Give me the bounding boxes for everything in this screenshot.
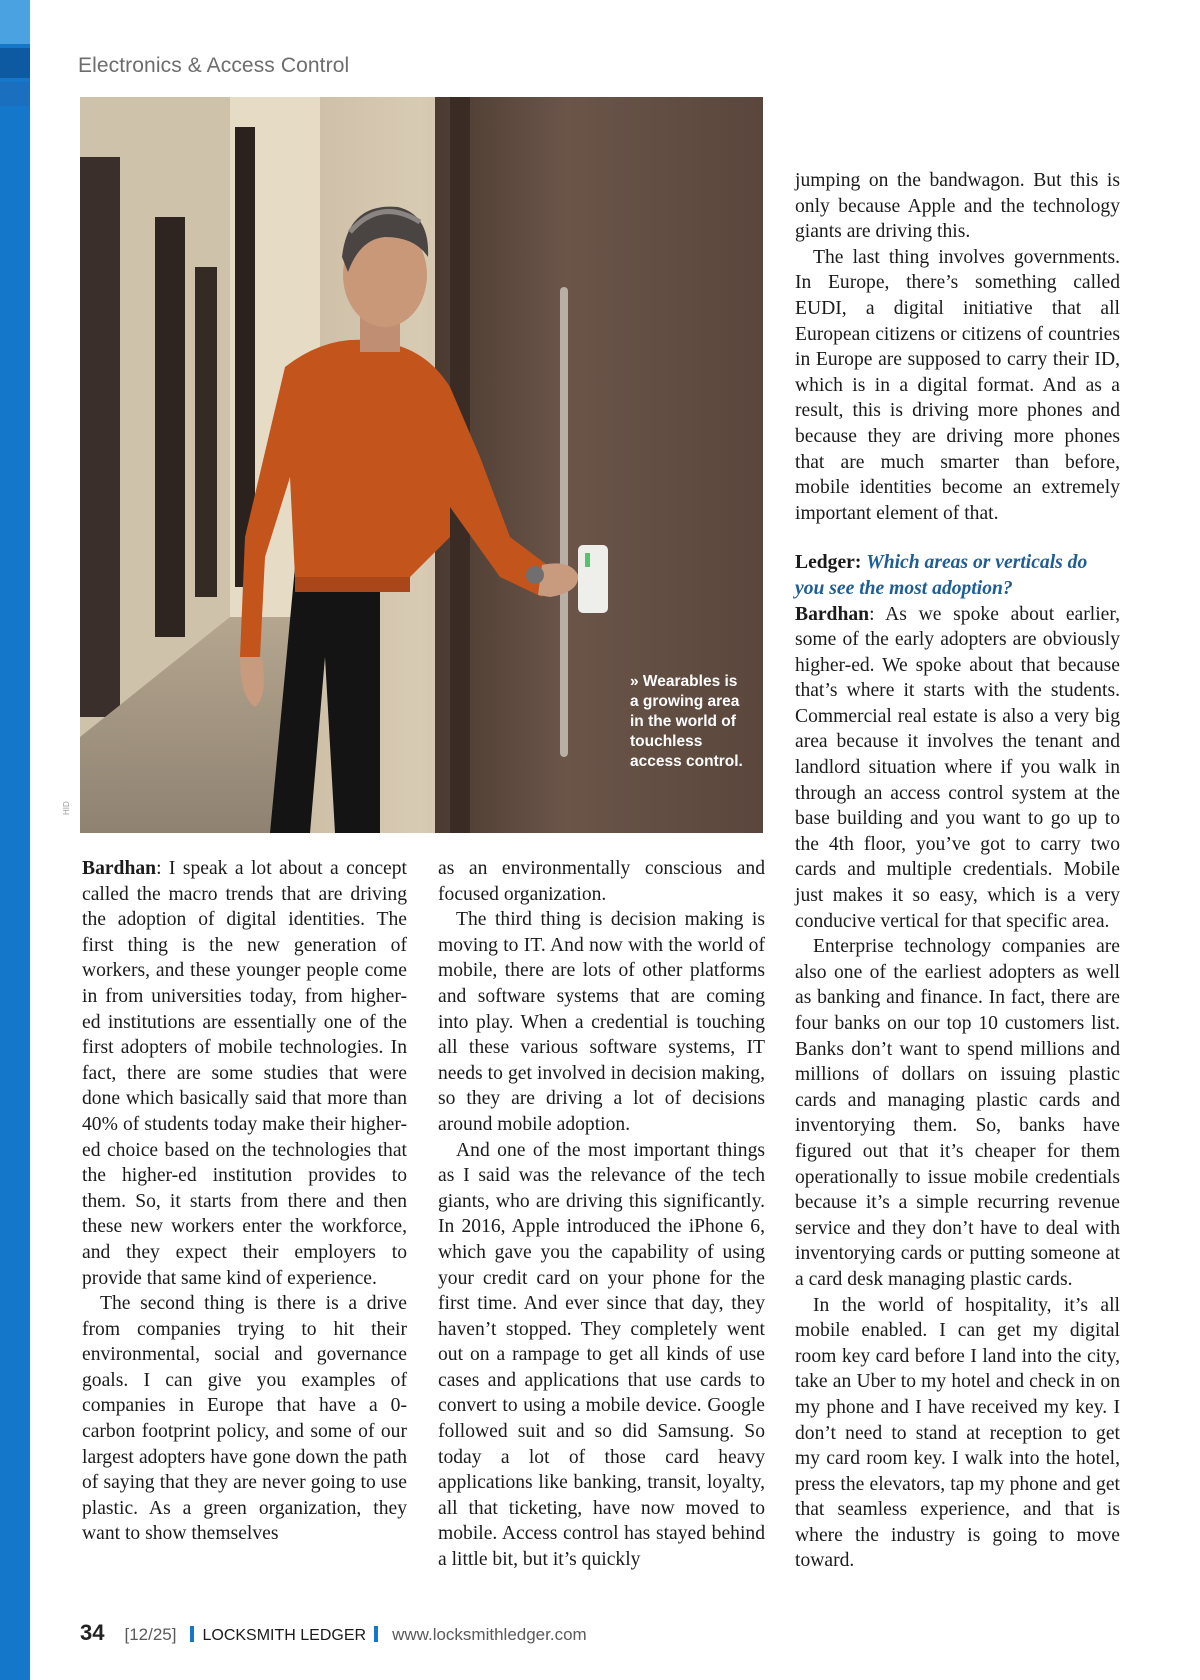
question-text: Which areas or verticals do you see the most adoption? — [795, 552, 1088, 599]
paragraph: In the world of hospitality, it’s all mobile enabled. I can get my digital room key card before I land into the city, take an Uber to my hotel and check in on my phone and I have received my key. I don’t need to stand at reception to get my card room key. I walk into the hotel, press the elevators, tap my phone and get that seamless experience, and that is where the industry is going to move toward. — [795, 1294, 1120, 1572]
text-column-2 — [438, 856, 765, 1573]
paragraph-text: : I speak a lot about a concept called the macro trends that are driving the adoption of digital identities. The first thing is the new generation of workers, and these younger people come in from universities today, from higher-ed institutions are essentially one of the first adopters of mobile technologies. In fact, there are some studies that were done which basically said that more than 40% of students today make their higher-ed choice based on the technologies that the higher-ed institution provides to them. So, it starts from there and then these new workers enter the workforce, and they expect their employers to provide that same kind of experience. — [82, 858, 407, 1289]
publication — [190, 1624, 378, 1645]
text-column-1 — [82, 856, 407, 1547]
divider-bar — [190, 1626, 194, 1642]
page-number: 34 — [80, 1620, 105, 1645]
stripe-tab-dark — [0, 48, 30, 78]
paragraph: as an environmentally conscious and focused organization. — [438, 858, 765, 905]
divider-bar — [374, 1626, 378, 1642]
interview-question: Ledger: Which areas or verticals do you see the most adoption? — [795, 552, 1088, 599]
photo-caption: » Wearables is a growing area in the world of touchless access control. — [630, 673, 743, 770]
issue-date: [12/25] — [124, 1625, 177, 1644]
paragraph: Enterprise technology companies are also one of the earliest adopters as well as banking and finance. In fact, there are four banks on our top 10 customers list. Banks don’t want to spend millions and millions of dollars on issuing plastic cards and managing plastic cards and inventorying them. So, banks have figured out that it’s cheaper for them operationally to issue mobile credentials because it’s a simple recurring revenue service and they don’t have to deal with inventorying cards or putting someone at a card desk managing plastic cards. — [795, 936, 1120, 1290]
speaker-name: Bardhan — [82, 858, 157, 879]
paragraph-text: : As we spoke about earlier, some of the early adopters are obviously higher-ed. We spoke about that because that’s where it starts with the students. Commercial real estate is also a very big area because it involves the tenant and landlord situation where if you walk in through an access control system at the base building and you want to go up to the 4th floor, you’ve got to carry two cards and multiple credentials. Mobile just makes it so easy, which is a very conducive vertical for that specific area. — [795, 603, 1120, 932]
section-label: Electronics & Access Control — [78, 54, 350, 77]
photo-credit: HID — [62, 801, 71, 815]
stripe-tab-light — [0, 0, 30, 44]
left-color-stripe — [0, 0, 30, 1680]
speaker-name: Bardhan — [795, 603, 870, 625]
text-column-3 — [795, 168, 1120, 1574]
website-link[interactable]: www.locksmithledger.com — [392, 1625, 587, 1644]
spacer — [795, 526, 1120, 550]
paragraph: And one of the most important things as I said was the relevance of the tech giants, who are driving this significantly. In 2016, Apple introduced the iPhone 6, which gave you the capability of using your credit card on your phone for the first time. And ever since that day, they haven’t stopped. They completely went out on a rampage to get all kinds of use cases and applications that use cards to convert to using a mobile device. Google followed suit and so did Samsung. So today a lot of those card heavy applications like banking, transit, loyalty, all that ticketing, have now moved to mobile. Access control has stayed behind a little bit, but it’s quickly — [438, 1139, 765, 1571]
paragraph: The third thing is decision making is moving to IT. And now with the world of mobile, there are lots of other platforms and software systems that are coming into play. When a credential is touching all these various software systems, IT needs to get involved in decision making, so they are driving a lot of decisions around mobile adoption. — [438, 909, 765, 1135]
page-footer — [80, 1620, 587, 1646]
paragraph: The second thing is there is a drive from companies trying to hit their environmental, social and governance goals. I can give you examples of companies in Europe that have a 0-carbon footprint policy, and some of our largest adopters have gone down the path of saying that they are never going to use plastic. As a green organization, they want to show themselves — [82, 1293, 407, 1545]
interviewer-name: Ledger — [795, 552, 855, 574]
publication-name: LOCKSMITH LEDGER — [202, 1627, 367, 1644]
paragraph: jumping on the bandwagon. But this is only because Apple and the technology giants are driving this. — [795, 170, 1120, 243]
stripe-tab-mid — [0, 82, 30, 106]
paragraph — [795, 602, 1120, 935]
paragraph: The last thing involves governments. In Europe, there’s something called EUDI, a digital initiative that all European citizens or citizens of countries in Europe are supposed to carry their ID, which is in a digital format. And as a result, this is driving more phones and because they are driving more phones that are much smarter than before, mobile identities become an extremely important element of that. — [795, 246, 1120, 524]
paragraph — [82, 856, 407, 1291]
